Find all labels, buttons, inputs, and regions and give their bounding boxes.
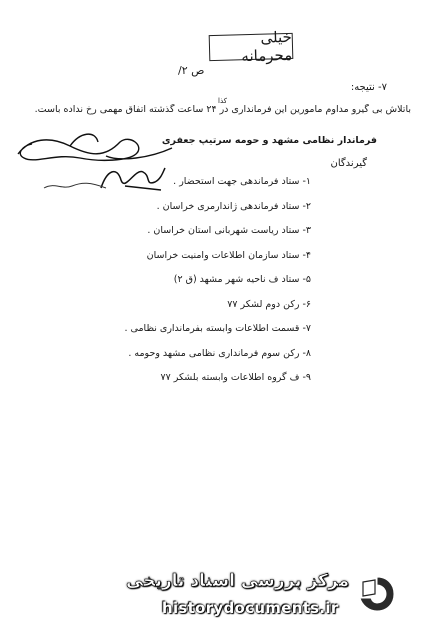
report-paragraph: باتلاش بی گیرو مداوم مامورین این فرماندارى در ۲۴ ساعت گذشته اتفاق مهمی رخ نداده باست. [34, 104, 411, 115]
stamp-text: خیلی محرمانه [241, 27, 293, 66]
list-item: ۱- ستاد فرماندهی جهت استحضار . [173, 176, 311, 187]
list-item: ۹- ف گروه اطلاعات وابسته بلشکر ۷۷ [160, 372, 311, 383]
list-item: ۵- ستاد ف ناحیه شهر مشهد (ق ۲) [173, 274, 311, 285]
confidential-stamp [209, 27, 294, 66]
recipients-list [125, 176, 312, 397]
list-item: ۴- ستاد سازمان اطلاعات وامنیت خراسان [146, 249, 311, 261]
list-item: ۲- ستاد فرماندهی ژاندارمری خراسان . [156, 200, 311, 212]
list-item: ۳- ستاد ریاست شهربانی استان خراسان . [147, 225, 311, 236]
result-heading: ۷- نتیجه: [350, 82, 387, 93]
list-item: ۷- قسمت اطلاعات وابسته بفرمانداری نظامی . [124, 323, 311, 334]
list-item: ۸- رکن سوم فرمانداری نظامی مشهد وحومه . [128, 347, 311, 359]
page-number: ص ۲/ [178, 64, 205, 77]
archive-url[interactable]: historydocuments.ir [162, 599, 339, 617]
scribble-mark [40, 178, 110, 194]
handwritten-superscript: کذا [218, 97, 227, 105]
commander-title: فرماندار نظامی مشهد و حومه سرتیپ جعفری [161, 135, 377, 146]
archive-name: مرکز بررسی اسناد تاریخی [126, 571, 349, 591]
archive-logo-icon [357, 574, 397, 614]
recipients-heading: گیرندگان [330, 158, 367, 169]
list-item: ۶- رکن دوم لشکر ۷۷ [227, 298, 311, 310]
